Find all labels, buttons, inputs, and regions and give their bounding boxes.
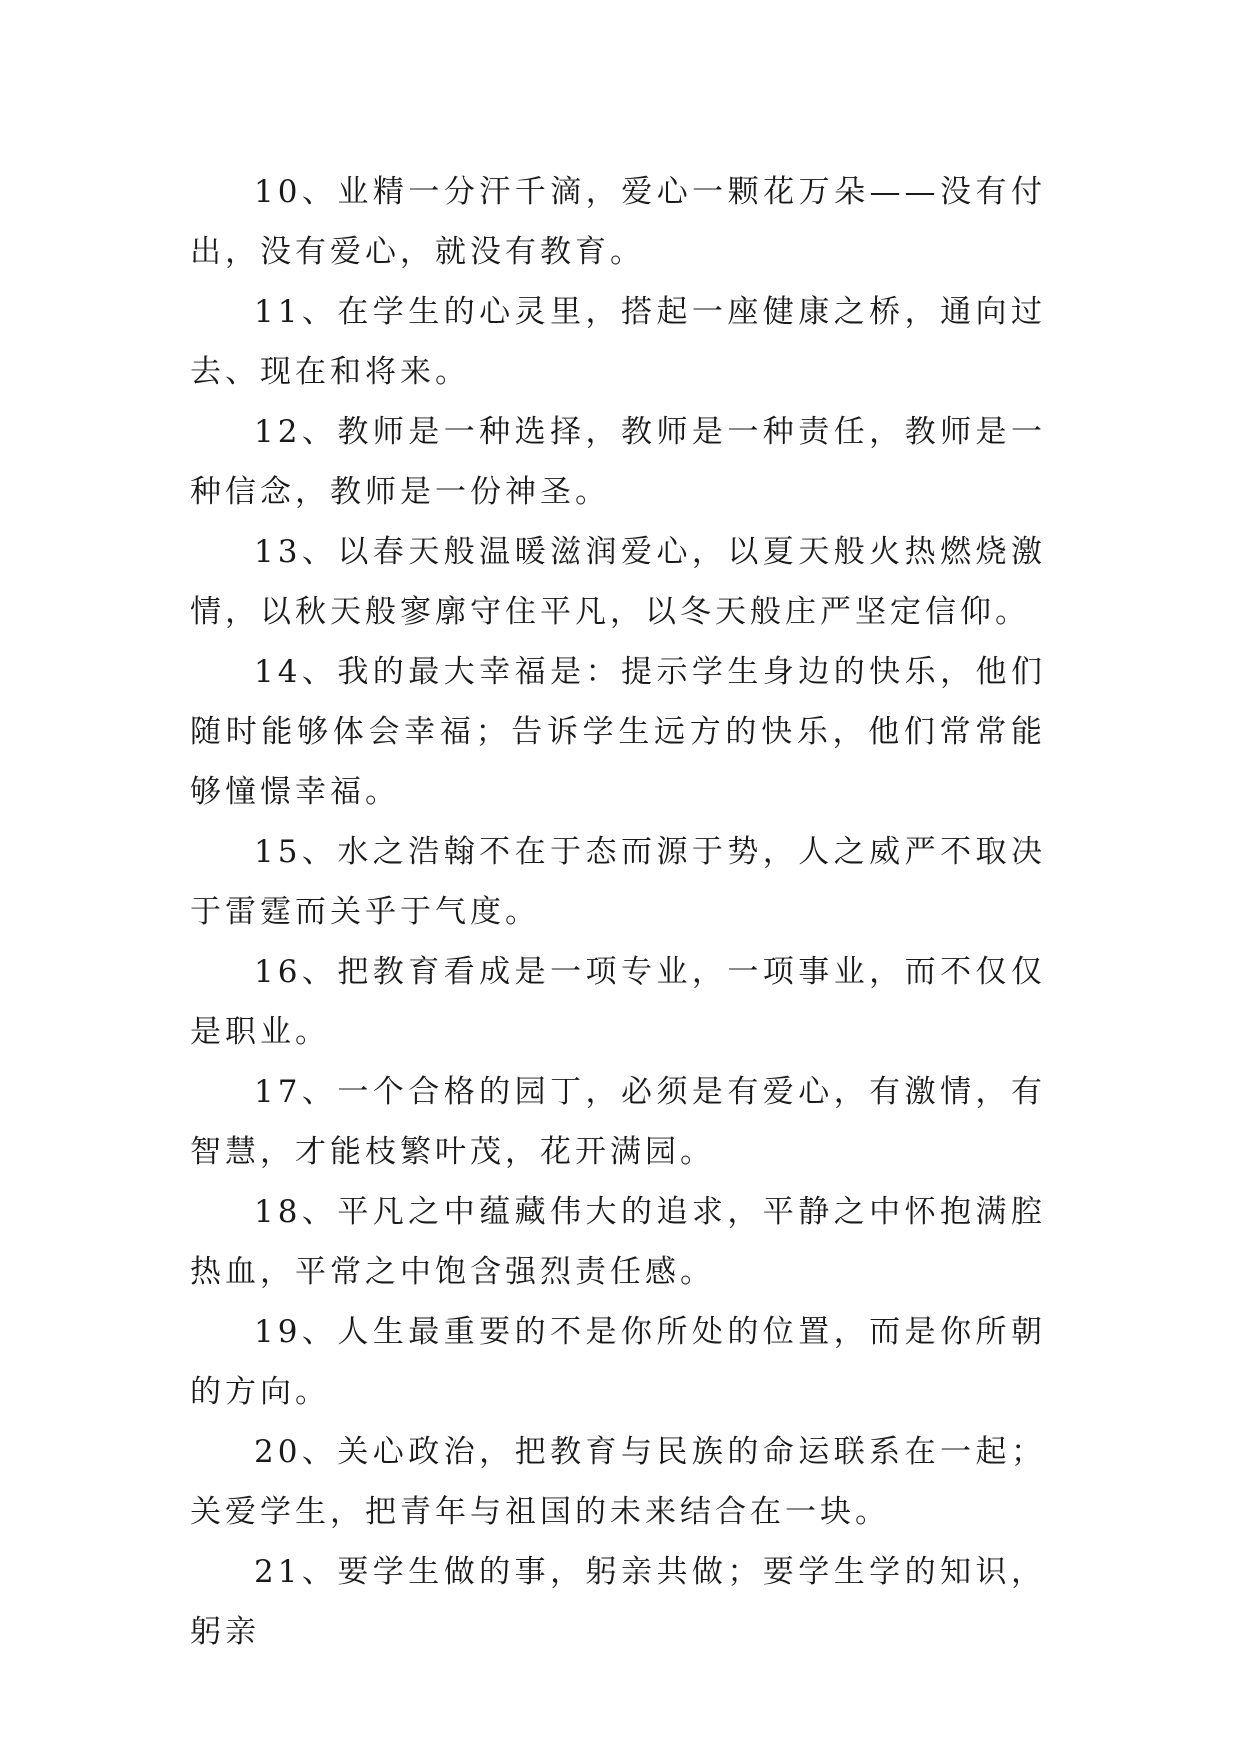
- paragraph-15: 15、水之浩翰不在于态而源于势，人之威严不取决于雷霆而关乎于气度。: [190, 834, 1046, 930]
- paragraph-11: 11、在学生的心灵里，搭起一座健康之桥，通向过去、现在和将来。: [190, 294, 1046, 390]
- document-body: [190, 162, 1046, 1662]
- paragraph-16: 16、把教育看成是一项专业，一项事业，而不仅仅是职业。: [190, 954, 1046, 1050]
- paragraph-20: 20、关心政治，把教育与民族的命运联系在一起；关爱学生，把青年与祖国的未来结合在一块。: [190, 1434, 1046, 1530]
- paragraph-10: 10、业精一分汗千滴，爱心一颗花万朵——没有付出，没有爱心，就没有教育。: [190, 174, 1046, 270]
- paragraph-19: 19、人生最重要的不是你所处的位置，而是你所朝的方向。: [190, 1314, 1046, 1410]
- paragraph-14: 14、我的最大幸福是：提示学生身边的快乐，他们随时能够体会幸福；告诉学生远方的快乐，他们常常能够憧憬幸福。: [190, 654, 1046, 810]
- paragraph-13: 13、以春天般温暖滋润爱心，以夏天般火热燃烧激情，以秋天般寥廓守住平凡，以冬天般庄严坚定信仰。: [190, 534, 1046, 630]
- paragraph-17: 17、一个合格的园丁，必须是有爱心，有激情，有智慧，才能枝繁叶茂，花开满园。: [190, 1074, 1046, 1170]
- paragraph-18: 18、平凡之中蕴藏伟大的追求，平静之中怀抱满腔热血，平常之中饱含强烈责任感。: [190, 1194, 1046, 1290]
- paragraph-21: 21、要学生做的事，躬亲共做；要学生学的知识，躬亲: [190, 1554, 1046, 1650]
- paragraph-12: 12、教师是一种选择，教师是一种责任，教师是一种信念，教师是一份神圣。: [190, 414, 1046, 510]
